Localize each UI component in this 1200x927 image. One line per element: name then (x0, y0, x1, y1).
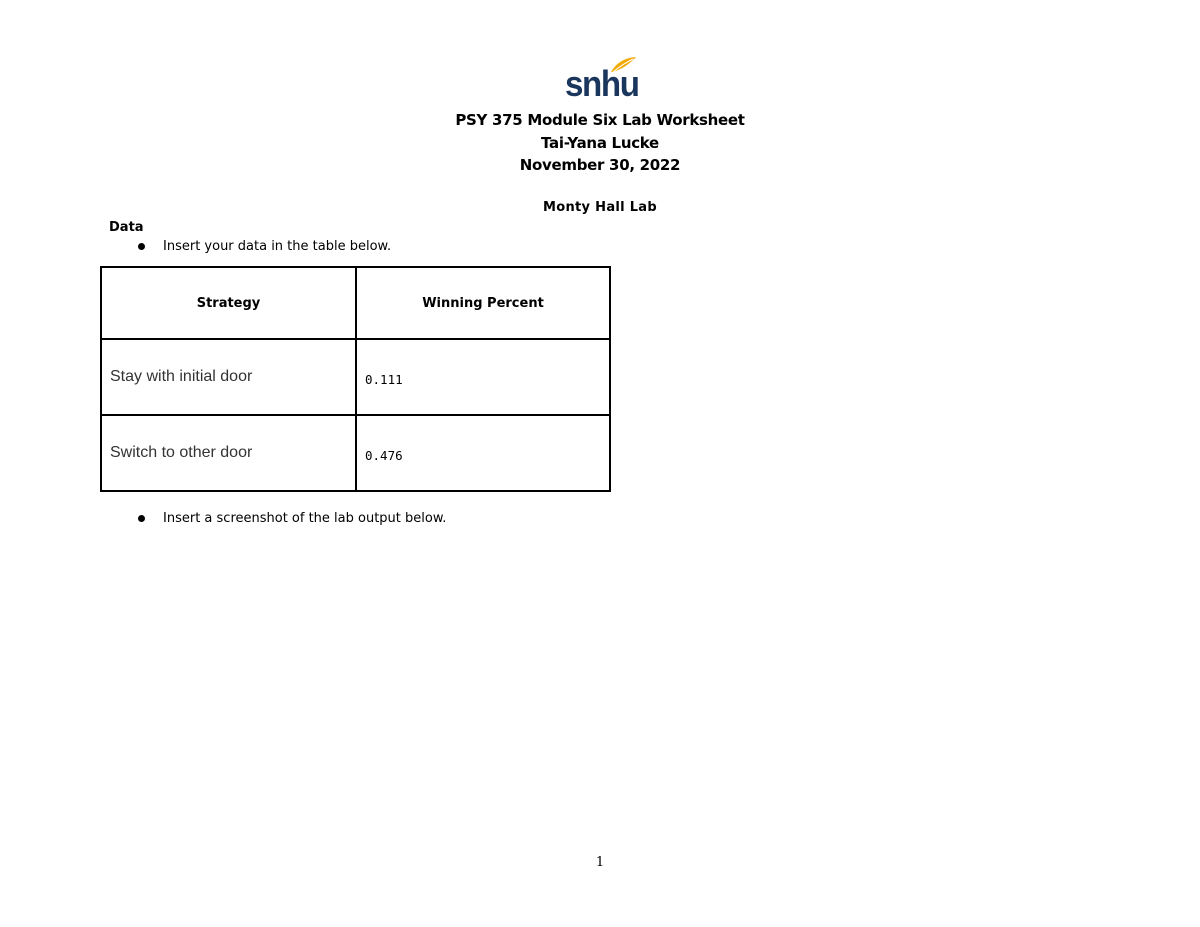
table-header-row (101, 267, 610, 339)
bullet-text: Insert a screenshot of the lab output below. (163, 511, 447, 526)
logo-wordmark: snhu (565, 63, 639, 104)
winning-percent-cell: 0.476 (356, 415, 610, 491)
table-row (101, 339, 610, 415)
strategy-cell: Switch to other door (101, 415, 356, 491)
bullet-item (138, 511, 446, 526)
winning-percent-cell: 0.111 (356, 339, 610, 415)
author-name: Tai-Yana Lucke (541, 134, 659, 152)
snhu-logo (565, 56, 639, 104)
strategy-cell: Stay with initial door (101, 339, 356, 415)
document-date: November 30, 2022 (519, 156, 681, 174)
page-number: 1 (595, 855, 605, 870)
table-header-cell: Strategy (101, 267, 356, 339)
table-header-cell: Winning Percent (356, 267, 610, 339)
worksheet-title: PSY 375 Module Six Lab Worksheet (455, 111, 745, 129)
bullet-dot-icon (138, 515, 145, 522)
bullet-text: Insert your data in the table below. (163, 239, 392, 254)
table-row (101, 415, 610, 491)
lab-name: Monty Hall Lab (543, 200, 657, 215)
bullet-dot-icon (138, 243, 145, 250)
bullet-item (138, 239, 391, 254)
section-heading-data: Data (109, 220, 144, 235)
results-table (100, 266, 611, 492)
